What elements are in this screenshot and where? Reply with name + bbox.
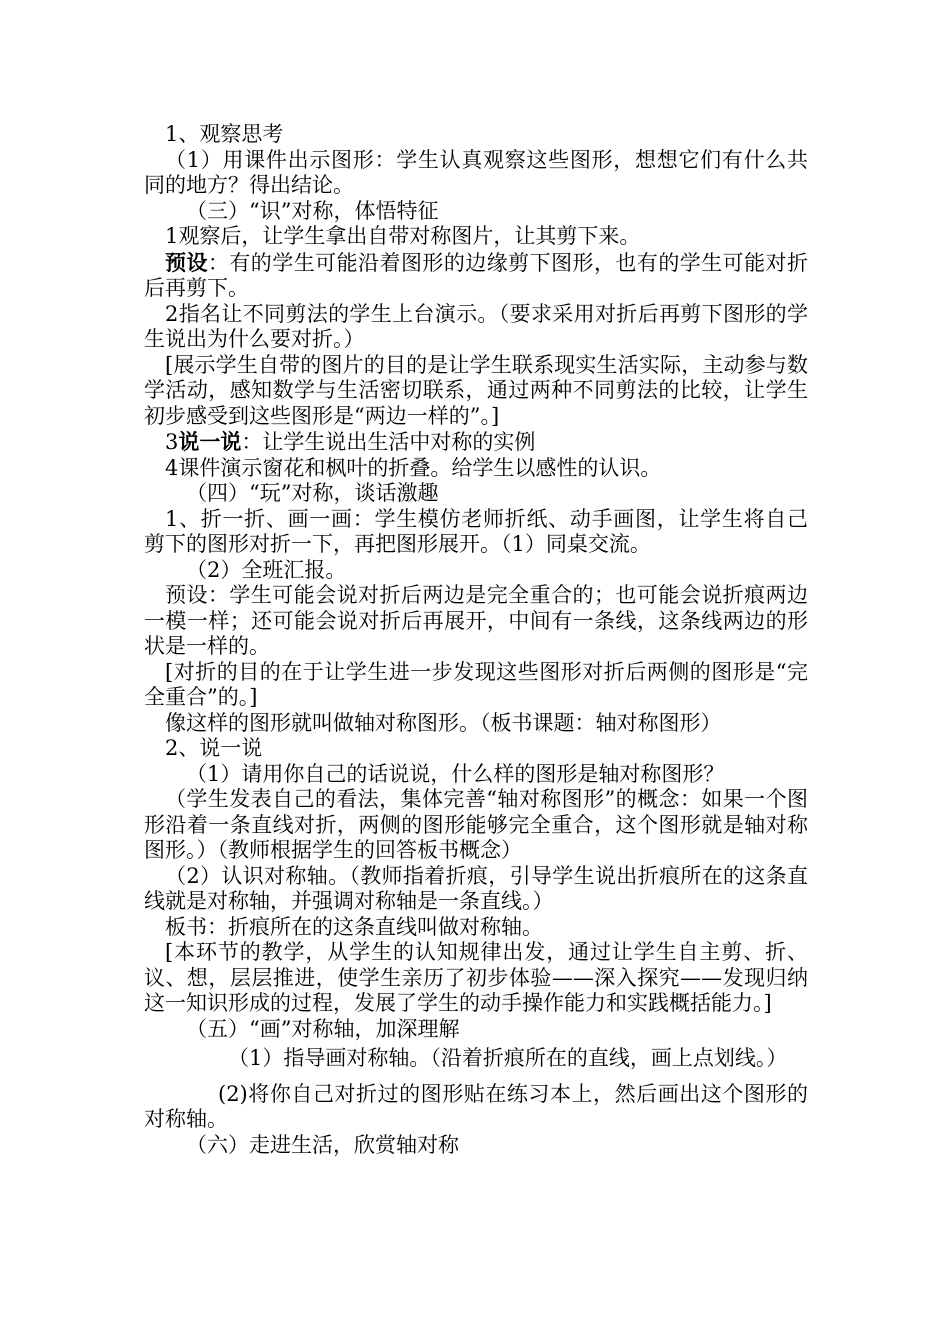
paragraph-text: ：有的学生可能沿着图形的边缘剪下图形，也有的学生可能对折后再剪下。 xyxy=(144,250,809,300)
section-heading: （三）“识”对称，体悟特征 xyxy=(186,198,439,223)
document-body xyxy=(144,122,808,1158)
paragraph: [展示学生自带的图片的目的是让学生联系现实生活实际，主动参与数学活动，感知数学与生活密切联系，通过两种不同剪法的比较，让学生初步感受到这些图形是“两边一样的”。] xyxy=(144,352,808,428)
paragraph: （1）请用你自己的话说说，什么样的图形是轴对称图形？ xyxy=(186,761,725,786)
paragraph: 2、说一说 xyxy=(165,736,263,760)
paragraph: 2指名让不同剪法的学生上台演示。（要求采用对折后再剪下图形的学生说出为什么要对折。） xyxy=(144,301,808,351)
paragraph: [对折的目的在于让学生进一步发现这些图形对折后两侧的图形是“完全重合”的。] xyxy=(144,659,808,709)
paragraph: （学生发表自己的看法，集体完善“轴对称图形”的概念：如果一个图形沿着一条直线对折，两侧的图形能够完全重合，这个图形就是轴对称图形。）（教师根据学生的回答板书概念） xyxy=(144,787,808,862)
section-heading: （六）走进生活，欣赏轴对称 xyxy=(186,1132,459,1157)
bold-label: 预设 xyxy=(165,249,208,275)
paragraph: （1）指导画对称轴。（沿着折痕所在的直线，画上点划线。） xyxy=(228,1046,788,1070)
paragraph: （2）全班汇报。 xyxy=(186,557,347,582)
paragraph: 像这样的图形就叫做轴对称图形。（板书课题：轴对称图形） xyxy=(165,710,722,735)
paragraph: 1、观察思考 xyxy=(165,122,284,146)
paragraph xyxy=(144,429,808,456)
bold-label: 说一说 xyxy=(178,429,242,454)
paragraph: 1观察后，让学生拿出自带对称图片，让其剪下来。 xyxy=(165,224,641,248)
item-number: 3 xyxy=(165,430,179,454)
paragraph: [本环节的教学，从学生的认知规律出发，通过让学生自主剪、折、议、想，层层推进，使学生亲历了初步体验——深入探究——发现归纳这一知识形成的过程，发展了学生的动手操作能力和实践概括能力。] xyxy=(144,940,808,1015)
section-heading: （五）“画”对称轴，加深理解 xyxy=(186,1016,460,1041)
paragraph: 预设：学生可能会说对折后两边是完全重合的；也可能会说折痕两边一模一样；还可能会说对折后再展开，中间有一条线，这条线两边的形状是一样的。 xyxy=(144,583,808,658)
section-heading: （四）“玩”对称，谈话激趣 xyxy=(186,481,439,505)
paragraph xyxy=(144,250,808,302)
paragraph: 1、折一折、画一画：学生模仿老师折纸、动手画图，让学生将自己剪下的图形对折一下，再把图形展开。（1）同桌交流。 xyxy=(144,506,808,556)
paragraph: 4课件演示窗花和枫叶的折叠。给学生以感性的认识。 xyxy=(165,455,662,480)
paragraph: （2）认识对称轴。（教师指着折痕，引导学生说出折痕所在的这条直线就是对称轴，并强调对称轴是一条直线。） xyxy=(144,863,808,913)
paragraph: 板书：折痕所在的这条直线叫做对称轴。 xyxy=(165,914,543,939)
paragraph: （1）用课件出示图形：学生认真观察这些图形，想想它们有什么共同的地方？得出结论。 xyxy=(144,147,808,197)
paragraph: (2)将你自己对折过的图形贴在练习本上，然后画出这个图形的对称轴。 xyxy=(144,1081,808,1131)
paragraph-text: ：让学生说出生活中对称的实例 xyxy=(241,430,536,454)
